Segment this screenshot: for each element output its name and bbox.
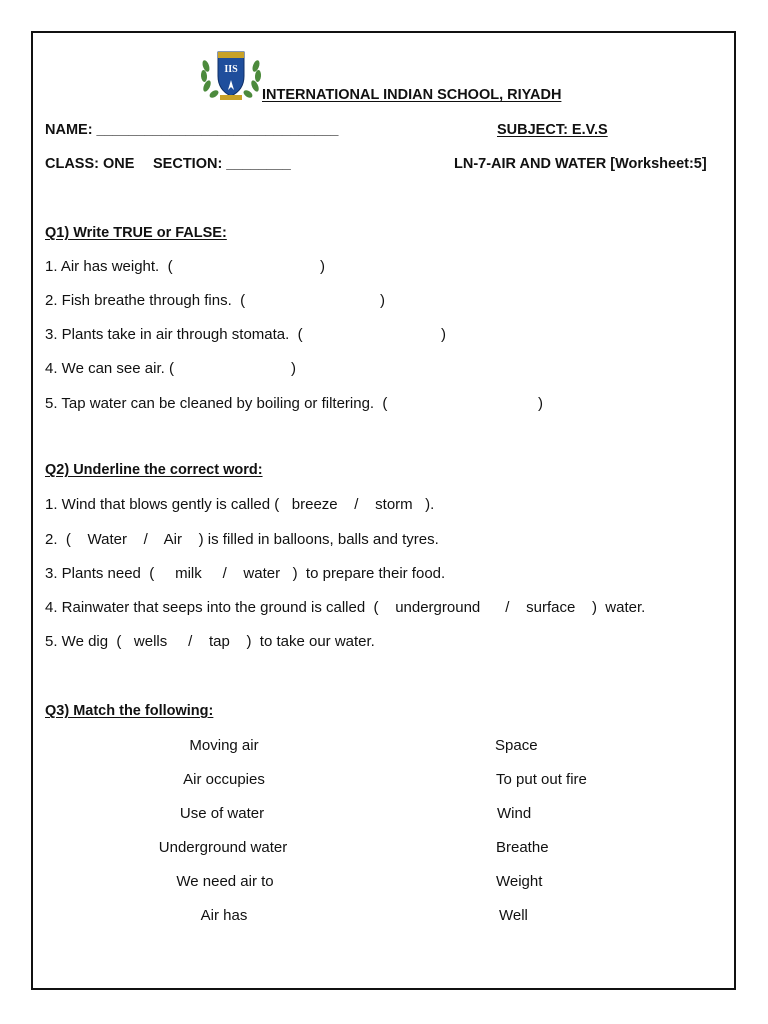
school-logo: [198, 46, 264, 102]
match-right-item: To put out fire: [496, 771, 587, 788]
q2-item: 4. Rainwater that seeps into the ground is called ( underground / surface ) water.: [45, 599, 646, 616]
class-label: CLASS: ONE: [45, 156, 135, 172]
match-left-item: Use of water: [179, 805, 265, 822]
q1-item: 5. Tap water can be cleaned by boiling or filtering. (: [45, 395, 388, 412]
match-right-item: Wind: [497, 805, 532, 822]
q1-item-close: ): [538, 395, 543, 412]
q1-item: 1. Air has weight. (: [45, 258, 173, 275]
match-right-item: Space: [495, 737, 538, 754]
match-left-item: Underground water: [158, 839, 288, 856]
match-left-item: Air occupies: [183, 771, 265, 788]
school-name: INTERNATIONAL INDIAN SCHOOL, RIYADH: [262, 87, 562, 103]
q1-heading: Q1) Write TRUE or FALSE:: [45, 225, 227, 241]
match-right-item: Weight: [496, 873, 543, 890]
match-left-item: Air has: [200, 907, 248, 924]
logo-text: IIS: [224, 64, 238, 75]
q1-item-close: ): [380, 292, 385, 309]
q1-item-close: ): [291, 360, 296, 377]
q1-item-close: ): [441, 326, 446, 343]
q1-item: 2. Fish breathe through fins. (: [45, 292, 246, 309]
q2-item: 2. ( Water / Air ) is filled in balloons, balls and tyres.: [45, 531, 439, 548]
section-field: SECTION: ________: [153, 156, 291, 172]
lesson-label: LN-7-AIR AND WATER [Worksheet:5]: [454, 156, 707, 172]
name-field: NAME: ______________________________: [45, 122, 339, 138]
q2-heading: Q2) Underline the correct word:: [45, 462, 263, 478]
match-left-item: Moving air: [189, 737, 259, 754]
match-right-item: Breathe: [496, 839, 549, 856]
q2-item: 1. Wind that blows gently is called ( breeze / storm ).: [45, 496, 435, 513]
q3-heading: Q3) Match the following:: [45, 703, 214, 719]
match-left-item: We need air to: [176, 873, 274, 890]
q1-item-close: ): [320, 258, 325, 275]
q1-item: 4. We can see air. (: [45, 360, 174, 377]
q2-item: 3. Plants need ( milk / water ) to prepare their food.: [45, 565, 446, 582]
match-right-item: Well: [499, 907, 528, 924]
q1-item: 3. Plants take in air through stomata. (: [45, 326, 303, 343]
q2-item: 5. We dig ( wells / tap ) to take our water.: [45, 633, 375, 650]
subject-label: SUBJECT: E.V.S: [497, 122, 608, 138]
